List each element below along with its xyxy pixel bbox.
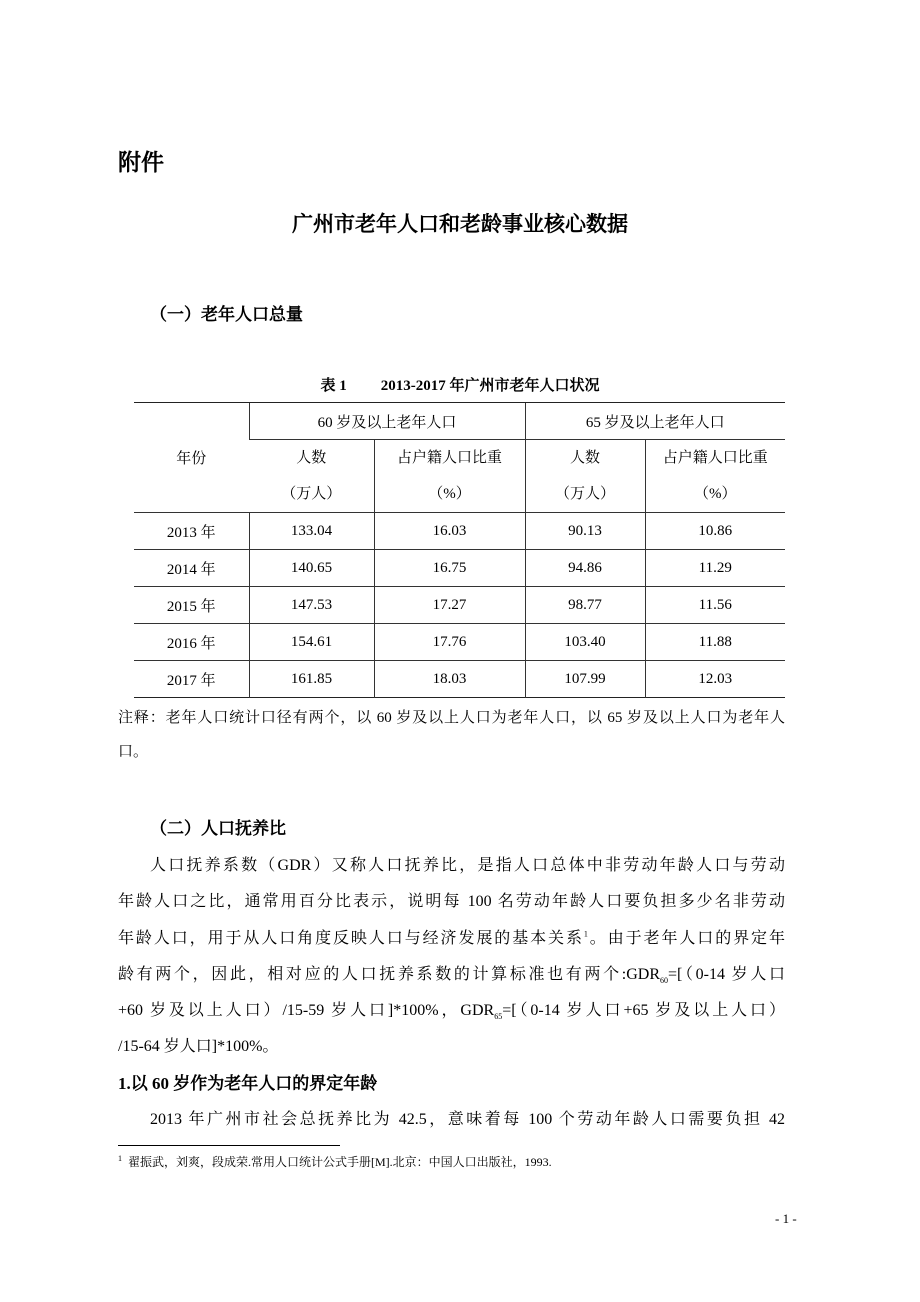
table-row: 2015 年 147.53 17.27 98.77 11.56 [134, 587, 785, 624]
table-row: 2014 年 140.65 16.75 94.86 11.29 [134, 550, 785, 587]
paragraph-line: +60 岁及以上人口）/15-59 岁人口]*100%，$GDR_{65}=[(0-14$ 岁人口+65 岁及以上人口） [118, 1002, 785, 1022]
subheading-1: 1.以 60 岁作为老年人口的界定年龄 [118, 1074, 378, 1093]
section-heading-1: （一）老年人口总量 [150, 305, 303, 324]
page-number: - 1 - [775, 1211, 797, 1226]
header-year: 年份 [134, 403, 249, 513]
header-count-65: 人数 （万人） [525, 440, 645, 513]
footnote-divider [118, 1145, 340, 1146]
paragraph-line: /15-64 岁人口]*100%。 [118, 1038, 279, 1055]
paragraph-line: 人口抚养系数（GDR）又称人口抚养比，是指人口总体中非劳动年龄人口与劳动 [150, 857, 785, 874]
table-row: 2013 年 133.04 16.03 90.13 10.86 [134, 513, 785, 550]
table-row: 2016 年 154.61 17.76 103.40 11.88 [134, 624, 785, 661]
header-count-60: 人数 （万人） [249, 440, 374, 513]
paragraph-line: 2013 年广州市社会总抚养比为 42.5，意味着每 100 个劳动年龄人口需要负担 42 [150, 1111, 785, 1128]
attachment-label: 附件 [118, 150, 164, 175]
table-caption [0, 374, 920, 395]
table-row: 2017 年 161.85 18.03 107.99 12.03 [134, 661, 785, 698]
header-group-65: 65 岁及以上老年人口 [525, 403, 785, 440]
paragraph-line: 年龄人口之比，通常用百分比表示，说明每 100 名劳动年龄人口要负担多少名非劳动 [118, 893, 785, 910]
table-note: 注释：老年人口统计口径有两个，以 60 岁及以上人口为老年人口，以 65 岁及以上人口为老年人 [118, 710, 785, 726]
section-heading-2: （二）人口抚养比 [150, 819, 286, 838]
table-note-cont: 口。 [118, 744, 149, 760]
document-title: 广州市老年人口和老龄事业核心数据 [292, 212, 628, 236]
header-group-60: 60 岁及以上老年人口 [249, 403, 525, 440]
paragraph-line: 龄有两个，因此，相对应的人口抚养系数的计算标准也有两个$:GDR_{60}=[(0-14$ 岁人口 [118, 966, 785, 986]
header-share-65: 占户籍人口比重 （%） [645, 440, 785, 513]
footnote-ref: 1 [583, 929, 588, 939]
elderly-population-table [134, 402, 785, 698]
table-caption-title: 2013-2017 年广州市老年人口状况 [380, 378, 600, 394]
paragraph-line: 年龄人口，用于从人口角度反映人口与经济发展的基本关系$^1$。由于老年人口的界定年 [118, 929, 785, 947]
table-caption-number: 表 1 [320, 378, 347, 394]
footnote: $^1$ 翟振武，刘爽，段成荣.常用人口统计公式手册[M].北京：中国人口出版社，1993. [118, 1154, 552, 1169]
header-share-60: 占户籍人口比重 （%） [374, 440, 525, 513]
table-header-row [134, 403, 785, 440]
